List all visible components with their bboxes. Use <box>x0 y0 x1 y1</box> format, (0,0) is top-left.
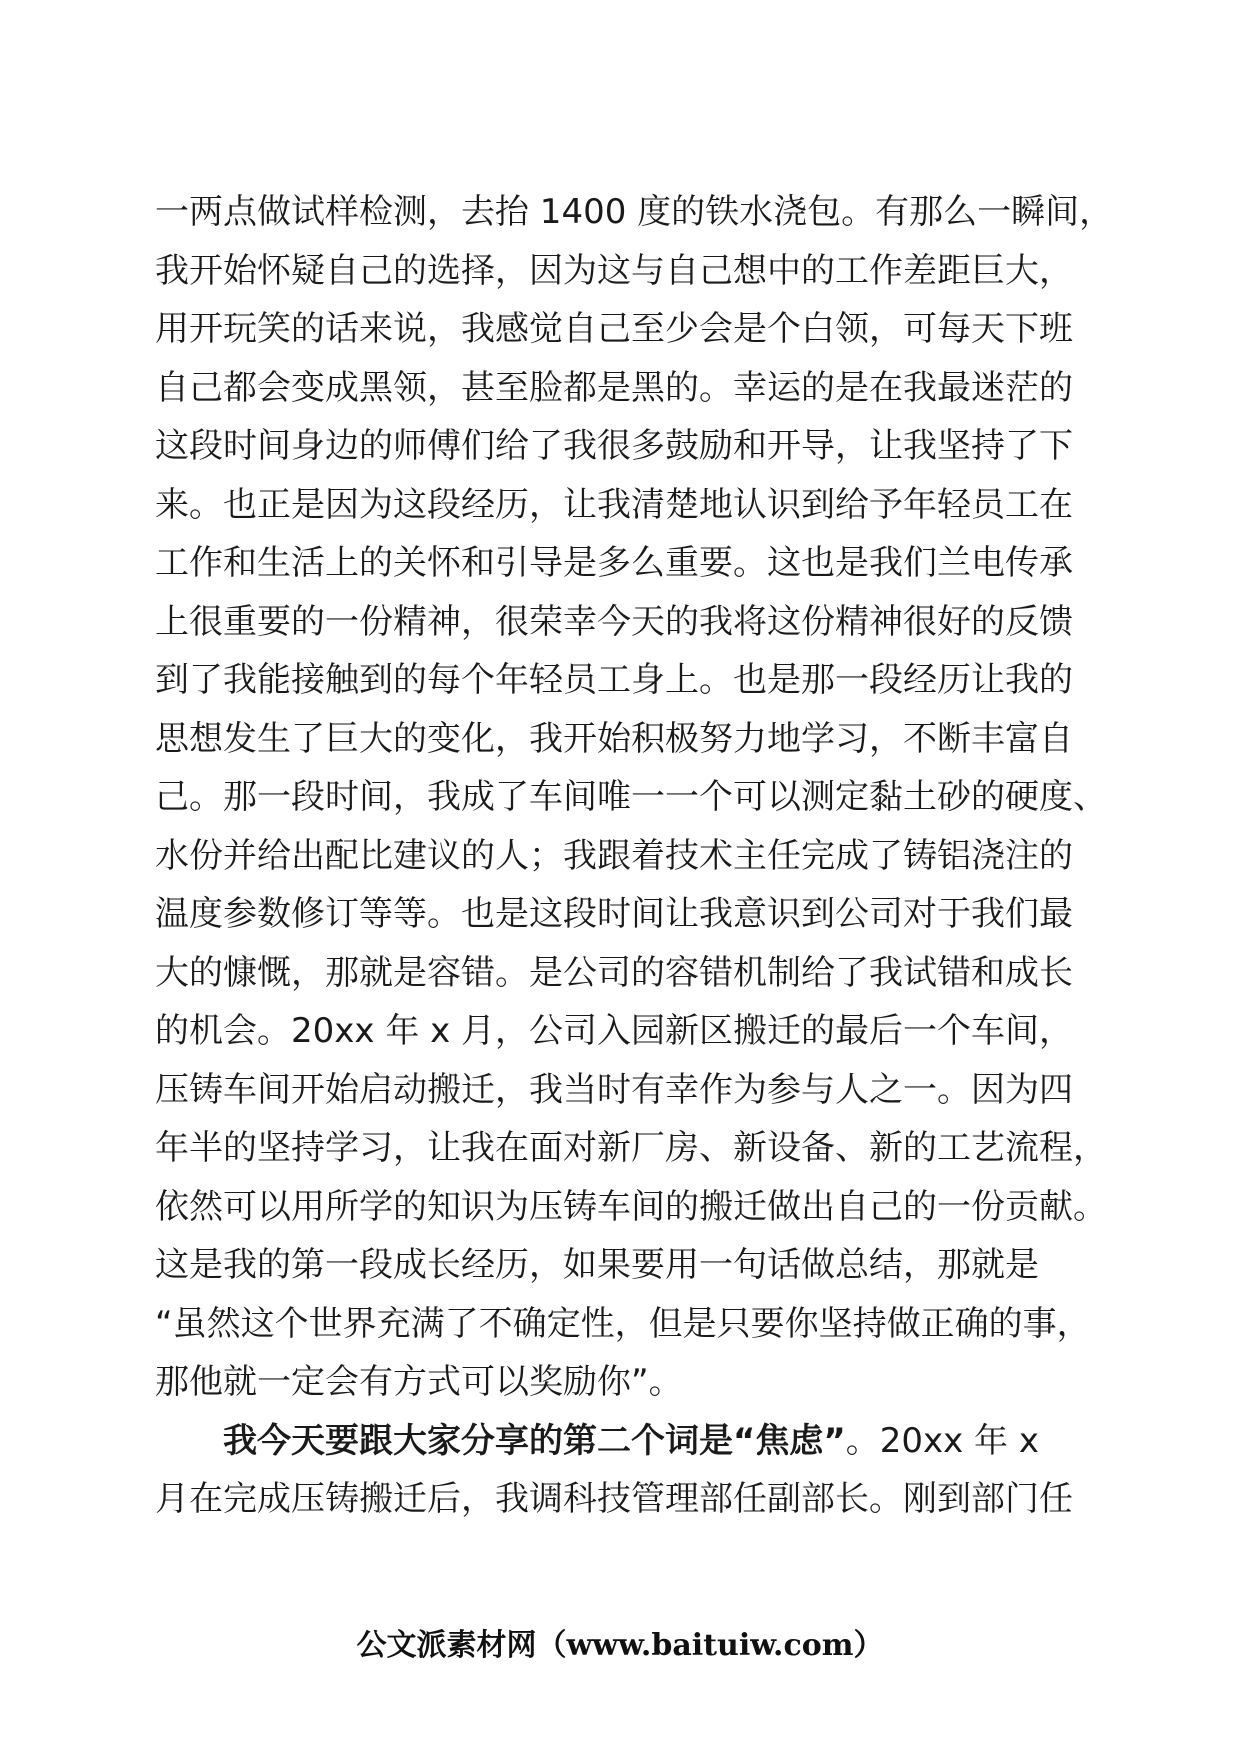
text-line: 用开玩笑的话来说，我感觉自己至少会是个白领，可每天下班 <box>155 309 1073 349</box>
text-line: 我开始怀疑自己的选择，因为这与自己想中的工作差距巨大， <box>155 250 1073 291</box>
paragraph-2-first-line <box>155 1412 1085 1471</box>
text-line: 上很重要的一份精神，很荣幸今天的我将这份精神很好的反馈 <box>155 601 1073 642</box>
text-line: 己。那一段时间，我成了车间唯一一个可以测定黏土砂的硬度、 <box>155 777 1107 817</box>
text-line: 压铸车间开始启动搬迁，我当时有幸作为参与人之一。因为四 <box>155 1069 1073 1110</box>
text-line: 水份并给出配比建议的人；我跟着技术主任完成了铸铝浇注的 <box>155 835 1073 876</box>
footer-watermark: 公文派素材网（www.baituiw.com） <box>356 1628 884 1663</box>
text-line: “虽然这个世界充满了不确定性，但是只要你坚持做正确的事， <box>155 1303 1091 1344</box>
text-line: 温度参数修订等等。也是这段时间让我意识到公司对于我们最 <box>155 894 1073 934</box>
text-line: 自己都会变成黑领，甚至脸都是黑的。幸运的是在我最迷茫的 <box>155 367 1073 408</box>
document-body <box>155 183 1114 1529</box>
text-line: 的机会。20xx 年 x 月，公司入园新区搬迁的最后一个车间， <box>155 1011 1074 1051</box>
paragraph-2-rest: 。20xx 年 x <box>845 1420 1039 1461</box>
text-line: 大的慷慨，那就是容错。是公司的容错机制给了我试错和成长 <box>155 952 1073 993</box>
text-line: 到了我能接触到的每个年轻员工身上。也是那一段经历让我的 <box>155 660 1073 700</box>
text-line: 年半的坚持学习，让我在面对新厂房、新设备、新的工艺流程， <box>155 1128 1107 1168</box>
text-line: 那他就一定会有方式可以奖励你”。 <box>155 1362 683 1402</box>
text-line: 依然可以用所学的知识为压铸车间的搬迁做出自己的一份贡献。 <box>155 1186 1107 1227</box>
text-line: 这段时间身边的师傅们给了我很多鼓励和开导，让我坚持了下 <box>155 426 1073 466</box>
text-line: 一两点做试样检测，去抬 1400 度的铁水浇包。有那么一瞬间， <box>155 192 1114 232</box>
text-line: 这是我的第一段成长经历，如果要用一句话做总结，那就是 <box>155 1245 1039 1285</box>
text-line: 来。也正是因为这段经历，让我清楚地认识到给予年轻员工在 <box>155 484 1073 525</box>
text-line: 思想发生了巨大的变化，我开始积极努力地学习，不断丰富自 <box>155 718 1073 759</box>
text-line: 月在完成压铸搬迁后，我调科技管理部任副部长。刚到部门任 <box>155 1479 1073 1519</box>
text-line: 工作和生活上的关怀和引导是多么重要。这也是我们兰电传承 <box>155 543 1073 583</box>
paragraph-2-bold-lead: 我今天要跟大家分享的第二个词是“焦虑” <box>223 1420 846 1461</box>
